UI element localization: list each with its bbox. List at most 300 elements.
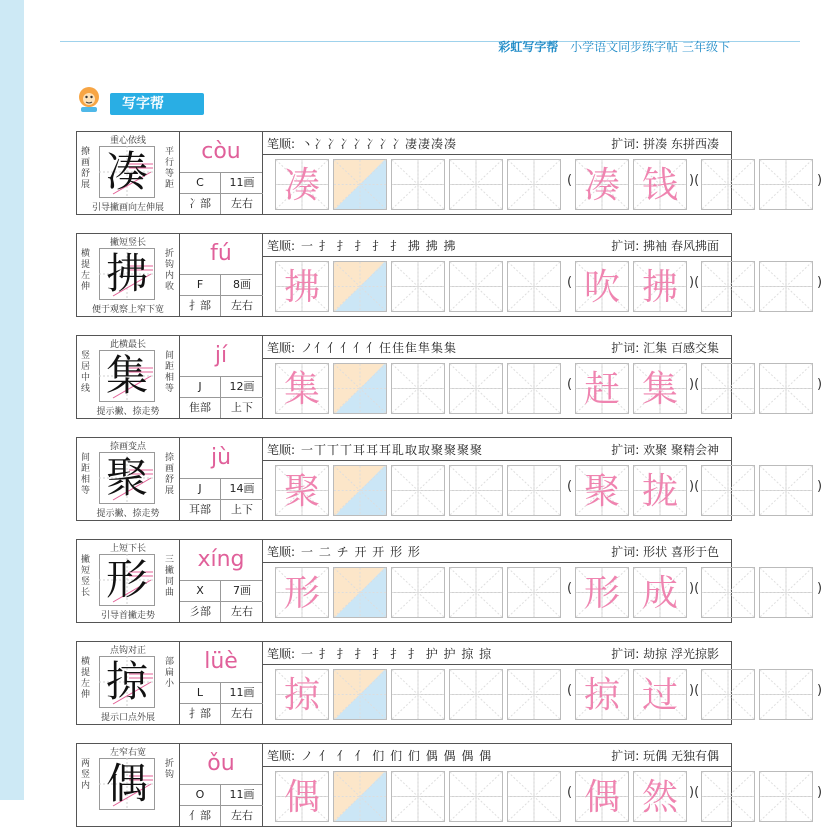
trace-character [508, 568, 560, 617]
open-paren: ( [567, 377, 573, 392]
writing-box[interactable] [449, 669, 503, 720]
practice-row [76, 743, 822, 827]
trace-character [508, 160, 560, 209]
model-grid [99, 452, 155, 504]
info-grid [180, 172, 262, 214]
writing-box[interactable] [575, 363, 629, 414]
word-extension [611, 645, 719, 662]
character-info [180, 744, 263, 826]
practice-row [76, 335, 822, 419]
word-extension-label: 扩词: [611, 137, 640, 151]
writing-box[interactable] [333, 465, 387, 516]
tip-bottom: 提示撇、捺走势 [96, 509, 160, 519]
model-character-cell [77, 132, 180, 214]
pinyin: còu [201, 139, 241, 164]
writing-box[interactable] [759, 465, 813, 516]
writing-box[interactable] [701, 363, 755, 414]
writing-box[interactable] [507, 261, 561, 312]
pinyin: jí [214, 343, 228, 368]
tip-top: 撇短竖长 [109, 238, 146, 248]
writing-box[interactable] [391, 159, 445, 210]
writing-box[interactable] [759, 261, 813, 312]
index-letter: O [195, 788, 205, 801]
word-extension [611, 339, 719, 356]
model-grid [99, 554, 155, 606]
trace-character [334, 466, 386, 515]
tip-right: 三撇同曲 [165, 555, 175, 598]
trace-character [508, 772, 560, 821]
trace-character: 集 [641, 369, 678, 410]
trace-character [702, 466, 754, 515]
writing-box[interactable] [575, 567, 629, 618]
trace-character: 拂 [283, 267, 320, 308]
structure: 左右 [220, 193, 263, 214]
tip-left: 横提左伸 [81, 657, 91, 700]
writing-box[interactable] [701, 669, 755, 720]
writing-box[interactable] [633, 159, 687, 210]
trace-character [760, 466, 812, 515]
trace-character [702, 772, 754, 821]
trace-character: 凑 [283, 165, 320, 206]
tip-right: 平行等距 [165, 147, 175, 190]
stroke-order-sequence: 丶冫冫冫冫冫冫冫凄凄凑凑 [301, 137, 458, 151]
trace-character: 赶 [583, 369, 620, 410]
trace-character [508, 466, 560, 515]
stroke-order-sequence: ノ亻亻亻亻亻仼佳隹隼集集 [301, 341, 458, 355]
stroke-order-label: 笔顺: [267, 647, 296, 661]
tip-bottom: 提示口点外展 [100, 713, 155, 723]
writing-box[interactable] [275, 363, 329, 414]
structure: 左右 [220, 295, 263, 316]
character-info [180, 234, 263, 316]
writing-box[interactable] [333, 771, 387, 822]
writing-box[interactable] [759, 771, 813, 822]
open-paren: ( [567, 173, 573, 188]
writing-box[interactable] [333, 567, 387, 618]
trace-character: 过 [641, 675, 678, 716]
writing-boxes [263, 461, 822, 520]
trace-character [392, 568, 444, 617]
open-paren: ( [567, 683, 573, 698]
writing-box[interactable] [701, 771, 755, 822]
radical: 耳部 [180, 499, 220, 520]
writing-boxes [263, 665, 822, 724]
model-grid [99, 758, 155, 810]
trace-character [760, 262, 812, 311]
model-character-cell [77, 642, 180, 724]
pinyin: xíng [197, 547, 245, 572]
writing-box[interactable] [449, 363, 503, 414]
index-letter: F [196, 278, 204, 291]
stroke-order-label: 笔顺: [267, 443, 296, 457]
word-extension-words: 拂袖 春风拂面 [643, 239, 719, 253]
tip-right: 折钩 [165, 759, 175, 780]
stroke-order-sequence: 一 二 チ 开 开 形 形 [301, 545, 421, 559]
stroke-count: 11画 [220, 683, 263, 703]
trace-character: 成 [641, 573, 678, 614]
writing-box[interactable] [507, 567, 561, 618]
trace-character: 然 [641, 777, 678, 818]
character-info [180, 642, 263, 724]
writing-box[interactable] [507, 465, 561, 516]
writing-boxes [263, 359, 822, 418]
writing-box[interactable] [759, 669, 813, 720]
trace-character: 形 [283, 573, 320, 614]
trace-character [392, 160, 444, 209]
writing-box[interactable] [507, 159, 561, 210]
tip-left: 两竖内 [81, 759, 91, 791]
word-extension-label: 扩词: [611, 749, 640, 763]
writing-box[interactable] [633, 669, 687, 720]
trace-character [760, 772, 812, 821]
writing-box[interactable] [507, 363, 561, 414]
trace-character [450, 772, 502, 821]
model-character: 拂 [105, 249, 148, 298]
writing-box[interactable] [633, 465, 687, 516]
word-extension-label: 扩词: [611, 443, 640, 457]
page-edge-band [0, 0, 24, 800]
stroke-order-sequence: 一 扌 扌 扌 扌 扌 扌 护 护 掠 掠 [301, 647, 493, 661]
tip-top: 上短下长 [109, 544, 146, 554]
trace-character: 形 [583, 573, 620, 614]
practice-row [76, 437, 822, 521]
writing-box[interactable] [449, 159, 503, 210]
trace-character [334, 772, 386, 821]
writing-box[interactable] [701, 465, 755, 516]
index-letter: C [196, 176, 204, 189]
index-letter: J [198, 482, 202, 495]
writing-box[interactable] [575, 465, 629, 516]
info-grid [180, 274, 262, 316]
word-extension-words: 拼凑 东拼西凑 [643, 137, 719, 151]
radical: 彡部 [180, 601, 220, 622]
word-extension-label: 扩词: [611, 545, 640, 559]
stroke-order-sequence: 一丅丅丅耳耳耳耴取取聚聚聚聚 [301, 443, 484, 457]
writing-box[interactable] [759, 159, 813, 210]
close-paren: )( [689, 581, 700, 596]
structure: 左右 [220, 601, 263, 622]
model-character-cell [77, 744, 180, 826]
index-letter: X [196, 584, 204, 597]
tip-bottom: 提示撇、捺走势 [96, 407, 160, 417]
pinyin: fú [210, 241, 232, 266]
radical: 扌部 [180, 703, 220, 724]
model-grid [99, 146, 155, 198]
page-header [498, 38, 730, 55]
tip-top: 左窄右宽 [109, 748, 146, 758]
trace-character [508, 364, 560, 413]
trace-character [392, 364, 444, 413]
trace-character: 集 [283, 369, 320, 410]
close-paren: )( [689, 377, 700, 392]
writing-box[interactable] [759, 567, 813, 618]
radical: 扌部 [180, 295, 220, 316]
stroke-order-label: 笔顺: [267, 137, 296, 151]
stroke-order-label: 笔顺: [267, 341, 296, 355]
writing-box[interactable] [701, 261, 755, 312]
trace-character: 聚 [283, 471, 320, 512]
stroke-count: 8画 [220, 275, 263, 295]
trace-character [334, 364, 386, 413]
close-paren: ) [817, 377, 822, 392]
tip-left: 撇短竖长 [81, 555, 91, 598]
character-info [180, 336, 263, 418]
character-info [180, 438, 263, 520]
trace-character [702, 670, 754, 719]
close-paren: )( [689, 173, 700, 188]
book-subtitle: 小学语文同步练字帖 三年级下 [570, 40, 730, 54]
trace-character [702, 364, 754, 413]
word-extension [611, 543, 719, 560]
writing-box[interactable] [391, 669, 445, 720]
writing-box[interactable] [275, 159, 329, 210]
writing-box[interactable] [759, 363, 813, 414]
stroke-order-bar [263, 438, 731, 461]
tip-right: 折钩内收 [165, 249, 175, 292]
tip-bottom: 引导首撇走势 [100, 611, 155, 621]
writing-box[interactable] [275, 465, 329, 516]
trace-character: 凑 [583, 165, 620, 206]
close-paren: ) [817, 683, 822, 698]
close-paren: ) [817, 479, 822, 494]
word-extension-words: 劫掠 浮光掠影 [643, 647, 719, 661]
trace-character [508, 262, 560, 311]
tip-top: 捺画变点 [109, 442, 146, 452]
writing-box[interactable] [333, 159, 387, 210]
info-grid [180, 784, 262, 826]
writing-box[interactable] [633, 567, 687, 618]
stroke-count: 12画 [220, 377, 263, 397]
trace-character [450, 670, 502, 719]
writing-box[interactable] [701, 567, 755, 618]
structure: 上下 [220, 499, 263, 520]
word-extension-label: 扩词: [611, 647, 640, 661]
writing-box[interactable] [391, 363, 445, 414]
word-extension [611, 135, 719, 152]
trace-character [760, 160, 812, 209]
trace-character [760, 670, 812, 719]
writing-box[interactable] [633, 771, 687, 822]
close-paren: ) [817, 173, 822, 188]
close-paren: ) [817, 785, 822, 800]
tip-right: 捺画舒展 [165, 453, 175, 496]
writing-box[interactable] [449, 771, 503, 822]
model-grid [99, 248, 155, 300]
stroke-order-sequence: ノ 亻 亻 亻 们 们 们 偶 偶 偶 偶 [301, 749, 493, 763]
structure: 左右 [220, 703, 263, 724]
trace-character: 拢 [641, 471, 678, 512]
trace-character: 偶 [283, 777, 320, 818]
radical: 隹部 [180, 397, 220, 418]
writing-box[interactable] [391, 261, 445, 312]
close-paren: )( [689, 275, 700, 290]
radical: 亻部 [180, 805, 220, 826]
trace-character [450, 262, 502, 311]
writing-box[interactable] [633, 363, 687, 414]
writing-box[interactable] [391, 771, 445, 822]
radical: 冫部 [180, 193, 220, 214]
model-character: 凑 [105, 147, 148, 196]
stroke-count: 14画 [220, 479, 263, 499]
trace-character [392, 262, 444, 311]
close-paren: )( [689, 785, 700, 800]
trace-character: 拂 [641, 267, 678, 308]
open-paren: ( [567, 275, 573, 290]
writing-box[interactable] [507, 669, 561, 720]
writing-box[interactable] [449, 567, 503, 618]
stroke-order-bar [263, 132, 731, 155]
model-character: 掠 [105, 657, 148, 706]
trace-character: 钱 [641, 165, 678, 206]
tip-top: 重心依线 [109, 136, 146, 146]
stroke-order-bar [263, 234, 731, 257]
trace-character: 吹 [583, 267, 620, 308]
writing-box[interactable] [391, 465, 445, 516]
trace-character [392, 772, 444, 821]
trace-character [334, 262, 386, 311]
writing-box[interactable] [575, 159, 629, 210]
character-info [180, 540, 263, 622]
trace-character [702, 160, 754, 209]
stroke-order-bar [263, 540, 731, 563]
open-paren: ( [567, 479, 573, 494]
stroke-order-bar [263, 336, 731, 359]
writing-box[interactable] [275, 567, 329, 618]
word-extension-words: 欢聚 聚精会神 [643, 443, 719, 457]
pinyin: ǒu [207, 751, 235, 776]
word-extension-words: 玩偶 无独有偶 [643, 749, 719, 763]
close-paren: )( [689, 683, 700, 698]
structure: 上下 [220, 397, 263, 418]
trace-character [760, 364, 812, 413]
trace-character: 掠 [283, 675, 320, 716]
tip-bottom: 引导撇画向左伸展 [91, 203, 164, 213]
writing-box[interactable] [333, 669, 387, 720]
stroke-order-sequence: 一 扌 扌 扌 扌 扌 拂 拂 拂 [301, 239, 457, 253]
trace-character [702, 568, 754, 617]
tip-left: 竖居中线 [81, 351, 91, 394]
stroke-order-bar [263, 744, 731, 767]
model-character: 形 [105, 555, 148, 604]
writing-boxes [263, 563, 822, 622]
close-paren: ) [817, 275, 822, 290]
tip-top: 此横最长 [109, 340, 146, 350]
info-grid [180, 580, 262, 622]
index-letter: J [198, 380, 202, 393]
tip-left: 间距相等 [81, 453, 91, 496]
word-extension-label: 扩词: [611, 239, 640, 253]
tip-left: 横提左伸 [81, 249, 91, 292]
trace-character [450, 160, 502, 209]
writing-box[interactable] [333, 261, 387, 312]
model-character-cell [77, 234, 180, 316]
trace-character: 聚 [583, 471, 620, 512]
open-paren: ( [567, 785, 573, 800]
trace-character [702, 262, 754, 311]
writing-boxes [263, 155, 822, 214]
writing-boxes [263, 257, 822, 316]
trace-character: 掠 [583, 675, 620, 716]
word-extension-words: 形状 喜形于色 [643, 545, 719, 559]
writing-box[interactable] [391, 567, 445, 618]
practice-row [76, 233, 822, 317]
writing-box[interactable] [633, 261, 687, 312]
tip-top: 点钩对正 [109, 646, 146, 656]
writing-box[interactable] [575, 669, 629, 720]
trace-character [450, 466, 502, 515]
brand-name: 彩虹写字帮 [498, 40, 559, 54]
word-extension [611, 747, 719, 764]
monkey-mascot-icon [76, 85, 102, 113]
open-paren: ( [567, 581, 573, 596]
trace-character [450, 364, 502, 413]
stroke-order-label: 笔顺: [267, 239, 296, 253]
index-letter: L [196, 686, 204, 699]
trace-character [450, 568, 502, 617]
writing-box[interactable] [275, 771, 329, 822]
word-extension [611, 237, 719, 254]
word-extension [611, 441, 719, 458]
model-grid [99, 350, 155, 402]
writing-box[interactable] [701, 159, 755, 210]
stroke-count: 11画 [220, 785, 263, 805]
tip-right: 部扁小 [165, 657, 175, 689]
close-paren: )( [689, 479, 700, 494]
trace-character [392, 466, 444, 515]
writing-box[interactable] [449, 261, 503, 312]
section-title: 写字帮 [110, 93, 204, 115]
writing-boxes [263, 767, 822, 826]
trace-character: 偶 [583, 777, 620, 818]
writing-box[interactable] [575, 771, 629, 822]
structure: 左右 [220, 805, 263, 826]
character-info [180, 132, 263, 214]
stroke-order-label: 笔顺: [267, 545, 296, 559]
tip-right: 间距相等 [165, 351, 175, 394]
model-character: 偶 [105, 759, 148, 808]
writing-box[interactable] [275, 261, 329, 312]
model-character: 聚 [105, 453, 148, 502]
practice-row [76, 131, 822, 215]
tip-left: 撩画舒展 [81, 147, 91, 190]
stroke-order-label: 笔顺: [267, 749, 296, 763]
model-character-cell [77, 540, 180, 622]
word-extension-words: 汇集 百感交集 [643, 341, 719, 355]
info-grid [180, 478, 262, 520]
trace-character [334, 670, 386, 719]
trace-character [508, 670, 560, 719]
close-paren: ) [817, 581, 822, 596]
trace-character [392, 670, 444, 719]
tip-bottom: 便于观察上窄下宽 [91, 305, 164, 315]
stroke-order-bar [263, 642, 731, 665]
trace-character [760, 568, 812, 617]
practice-row [76, 641, 822, 725]
pinyin: lüè [204, 649, 238, 674]
writing-box[interactable] [275, 669, 329, 720]
model-character-cell [77, 438, 180, 520]
model-character-cell [77, 336, 180, 418]
writing-box[interactable] [507, 771, 561, 822]
word-extension-label: 扩词: [611, 341, 640, 355]
writing-box[interactable] [333, 363, 387, 414]
writing-box[interactable] [449, 465, 503, 516]
trace-character [334, 568, 386, 617]
practice-row [76, 539, 822, 623]
stroke-count: 7画 [220, 581, 263, 601]
info-grid [180, 376, 262, 418]
writing-box[interactable] [575, 261, 629, 312]
